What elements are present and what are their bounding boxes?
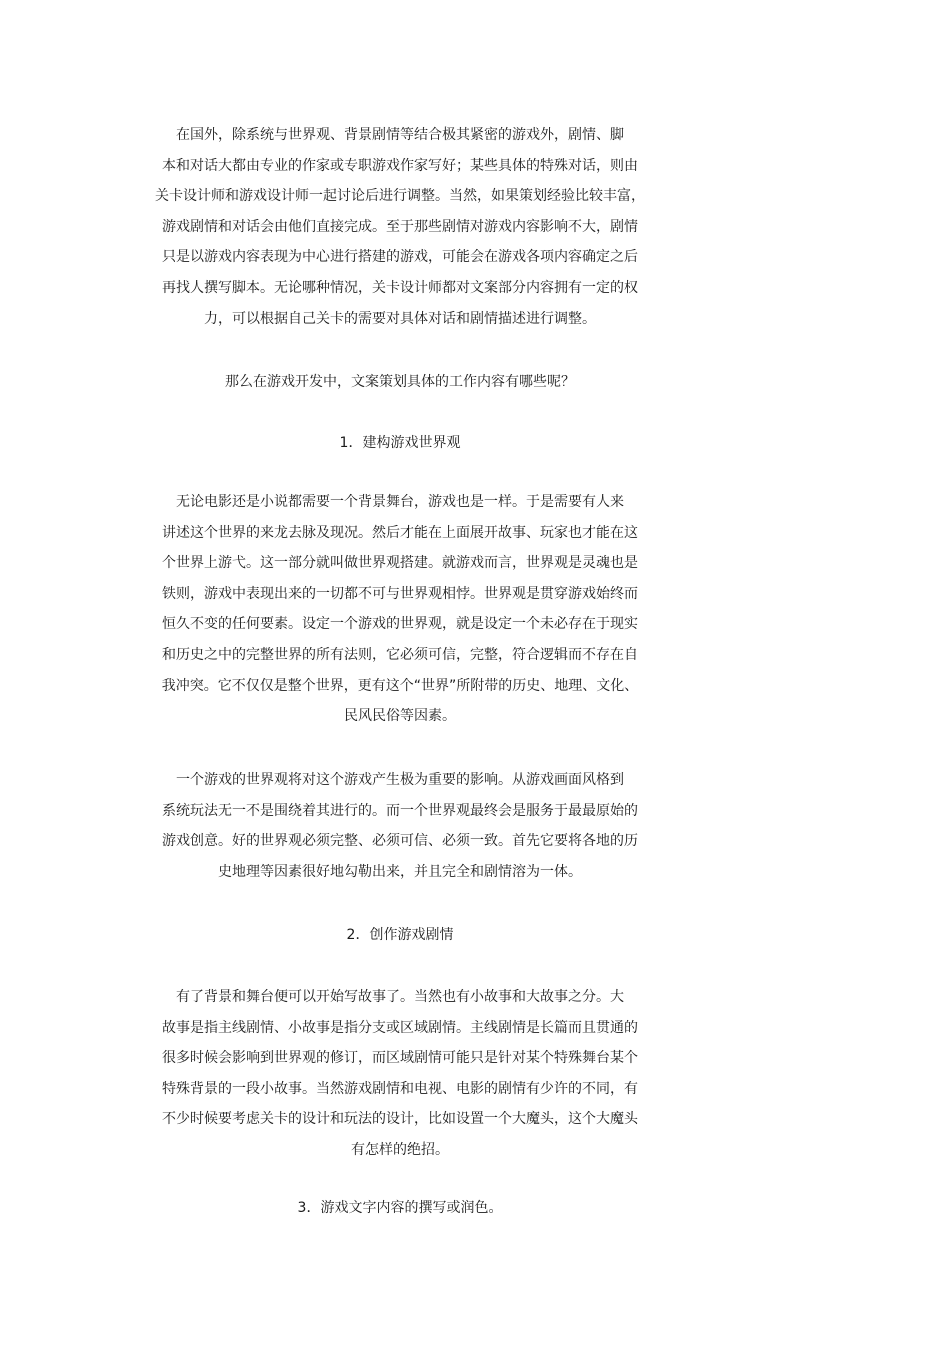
paragraph-line: 故事是指主线剧情、小故事是指分支或区域剧情。主线剧情是长篇而且贯通的 — [162, 1019, 638, 1036]
paragraph-line: 系统玩法无一不是围绕着其进行的。而一个世界观最终会是服务于最最原始的 — [162, 802, 638, 819]
paragraph-line: 有了背景和舞台便可以开始写故事了。当然也有小故事和大故事之分。大 — [176, 989, 624, 1005]
paragraph-line: 讲述这个世界的来龙去脉及现况。然后才能在上面展开故事、玩家也才能在这 — [162, 524, 638, 541]
section-heading-2: 2．创作游戏剧情 — [346, 927, 454, 943]
paragraph-line: 本和对话大都由专业的作家或专职游戏作家写好；某些具体的特殊对话，则由 — [162, 157, 638, 174]
paragraph-line: 力，可以根据自己关卡的需要对具体对话和剧情描述进行调整。 — [204, 310, 596, 327]
paragraph-story — [140, 982, 660, 1166]
paragraph-overseas-writing — [140, 120, 660, 334]
paragraph-line: 有怎样的绝招。 — [351, 1141, 449, 1158]
paragraph-line: 只是以游戏内容表现为中心进行搭建的游戏，可能会在游戏各项内容确定之后 — [162, 249, 638, 266]
paragraph-line: 一个游戏的世界观将对这个游戏产生极为重要的影响。从游戏画面风格到 — [176, 772, 624, 788]
paragraph-line: 游戏创意。好的世界观必须完整、必须可信、必须一致。首先它要将各地的历 — [162, 833, 638, 850]
section-heading-1: 1．建构游戏世界观 — [339, 435, 461, 451]
paragraph-line: 无论电影还是小说都需要一个背景舞台，游戏也是一样。于是需要有人来 — [176, 494, 624, 510]
paragraph-line: 很多时候会影响到世界观的修订，而区域剧情可能只是针对某个特殊舞台某个 — [162, 1050, 638, 1067]
paragraph-line: 关卡设计师和游戏设计师一起讨论后进行调整。当然，如果策划经验比较丰富， — [155, 188, 645, 205]
paragraph-line: 我冲突。它不仅仅是整个世界，更有这个“世界”所附带的历史、地理、文化、 — [161, 677, 639, 694]
paragraph-line: 史地理等因素很好地勾勒出来，并且完全和剧情溶为一体。 — [218, 863, 582, 880]
paragraph-line: 恒久不变的任何要素。设定一个游戏的世界观，就是设定一个未必存在于现实 — [162, 616, 638, 633]
question-line: 那么在游戏开发中，文案策划具体的工作内容有哪些呢？ — [225, 374, 575, 390]
paragraph-line: 在国外，除系统与世界观、背景剧情等结合极其紧密的游戏外，剧情、脚 — [176, 127, 624, 143]
section-heading-3: 3．游戏文字内容的撰写或润色。 — [297, 1200, 503, 1216]
paragraph-line: 个世界上游弋。这一部分就叫做世界观搭建。就游戏而言，世界观是灵魂也是 — [162, 555, 638, 572]
paragraph-line: 游戏剧情和对话会由他们直接完成。至于那些剧情对游戏内容影响不大，剧情 — [162, 218, 638, 235]
paragraph-worldview — [140, 487, 660, 732]
paragraph-line: 民风民俗等因素。 — [344, 708, 456, 725]
paragraph-line: 和历史之中的完整世界的所有法则，它必须可信，完整，符合逻辑而不存在自 — [162, 646, 638, 663]
paragraph-line: 不少时候要考虑关卡的设计和玩法的设计，比如设置一个大魔头，这个大魔头 — [162, 1111, 638, 1128]
paragraph-line: 铁则，游戏中表现出来的一切都不可与世界观相悖。世界观是贯穿游戏始终而 — [162, 585, 638, 602]
paragraph-worldview-impact — [140, 765, 660, 887]
paragraph-line: 再找人撰写脚本。无论哪种情况，关卡设计师都对文案部分内容拥有一定的权 — [162, 279, 638, 296]
paragraph-line: 特殊背景的一段小故事。当然游戏剧情和电视、电影的剧情有少许的不同，有 — [162, 1080, 638, 1097]
